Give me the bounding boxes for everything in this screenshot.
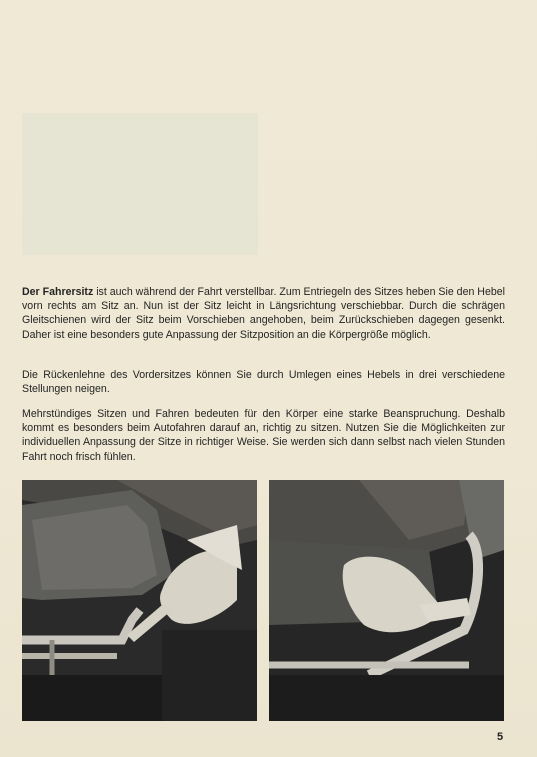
page-number: 5 [497,731,504,743]
paragraph-driver-seat [22,285,505,342]
faded-image-area [22,113,258,255]
photo-backrest-lever-right-illustration [269,480,504,721]
photo-backrest-lever-right [269,480,504,721]
paragraph-backrest: Die Rückenlehne des Vordersitzes können Sie durch Umlegen eines Hebels in drei verschiedene Stellungen neigen. [22,369,505,396]
paragraph-sitting-comfort: Mehrstündiges Sitzen und Fahren bedeuten für den Körper eine starke Beanspruchung. Deshalb kommt es besonders beim Autofahren darauf an, richtig zu sitzen. Nutzen Sie die Möglichkeiten zur individuellen Anpassung der Sitze in richtiger Weise. Sie werden sich dann selbst nach vielen Stunden Fahrt noch frisch fühlen. [22,408,505,463]
paragraph-lead-term: Der Fahrersitz [22,286,94,298]
photo-seat-lever-left-illustration [22,480,257,721]
photo-seat-lever-left [22,480,257,721]
paragraph-driver-seat-body: ist auch während der Fahrt verstellbar. Zum Entriegeln des Sitzes heben Sie den Hebel vorn rechts am Sitz an. Nun ist der Sitz leicht in Längsrichtung verschiebbar. Durch die schrägen Gleitschienen wird der Sitz beim Vorschieben angehoben, beim Zurückschieben dagegen gesenkt. Daher ist eine besonders gute Anpassung der Sitzposition an die Körpergröße möglich. [22,286,505,341]
